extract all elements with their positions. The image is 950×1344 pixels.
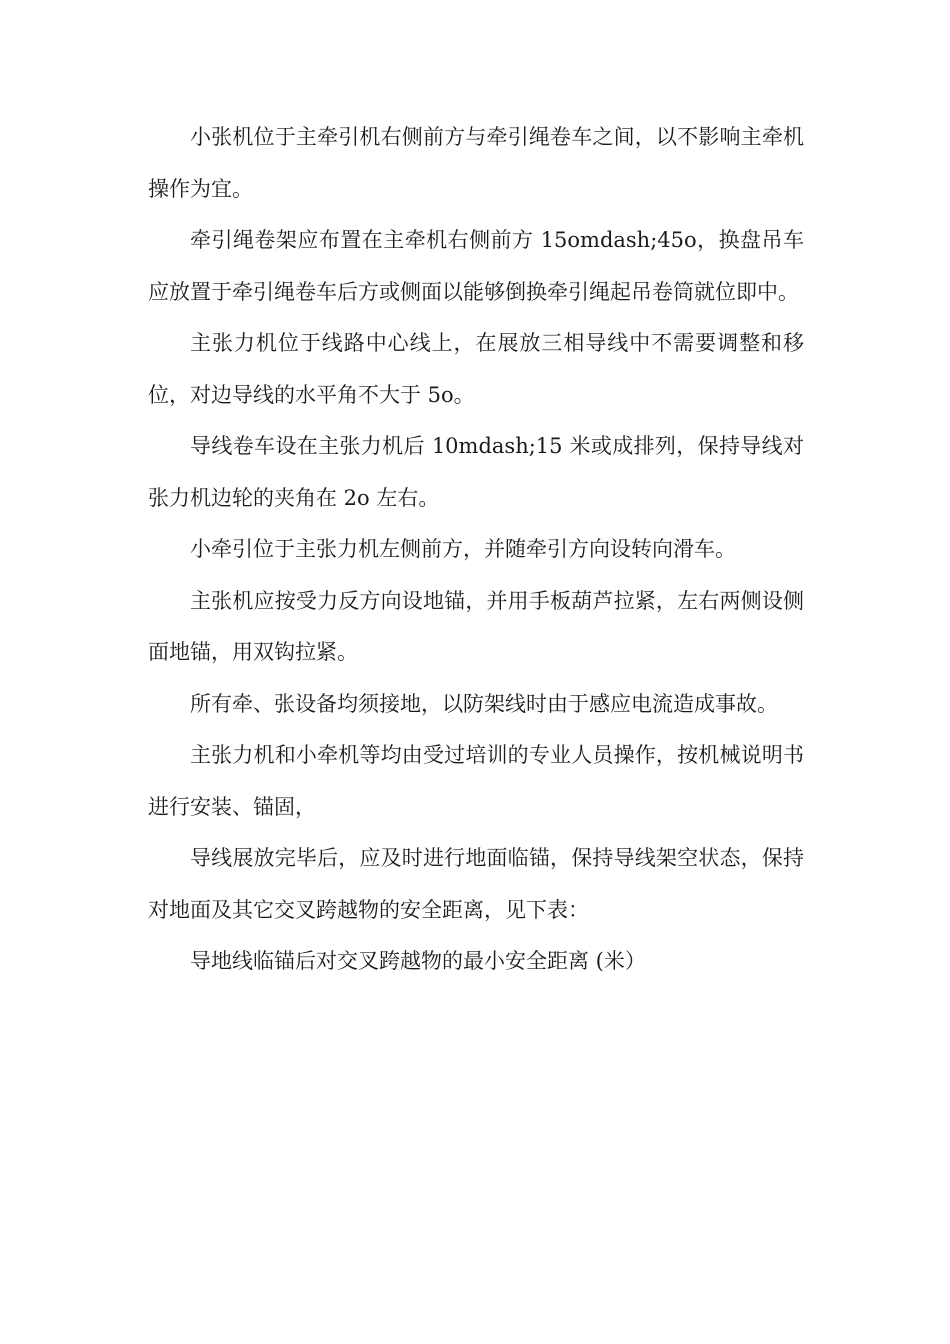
paragraph-rope-reel-stand: 牵引绳卷架应布置在主牵机右侧前方 15omdash;45o，换盘吊车应放置于牵引绳卷车后方或侧面以能够倒换牵引绳起吊卷筒就位即中。 — [148, 228, 804, 304]
paragraph-ground-anchor: 主张机应按受力反方向设地锚，并用手板葫芦拉紧，左右两侧设侧面地锚，用双钩拉紧。 — [148, 588, 804, 664]
paragraph-small-puller: 小牵引位于主张力机左侧前方，并随牵引方向设转向滑车。 — [190, 537, 736, 561]
paragraph-small-tensioner: 小张机位于主牵引机右侧前方与牵引绳卷车之间，以不影响主牵机操作为宜。 — [148, 125, 804, 201]
paragraph-operators: 主张力机和小牵机等均由受过培训的专业人员操作，按机械说明书进行安装、锚固， — [148, 743, 804, 819]
paragraph-temporary-anchor: 导线展放完毕后，应及时进行地面临锚，保持导线架空状态，保持对地面及其它交叉跨越物的安全距离，见下表： — [148, 846, 804, 922]
paragraph-main-tensioner: 主张力机位于线路中心线上，在展放三相导线中不需要调整和移位，对边导线的水平角不大于 5o。 — [148, 331, 804, 407]
document-body — [148, 112, 804, 988]
table-caption: 导地线临锚后对交叉跨越物的最小安全距离 (米） — [190, 949, 646, 973]
paragraph-grounding: 所有牵、张设备均须接地，以防架线时由于感应电流造成事故。 — [190, 691, 778, 716]
paragraph-conductor-reel: 导线卷车设在主张力机后 10mdash;15 米或成排列，保持导线对张力机边轮的夹角在 2o 左右。 — [148, 434, 804, 510]
